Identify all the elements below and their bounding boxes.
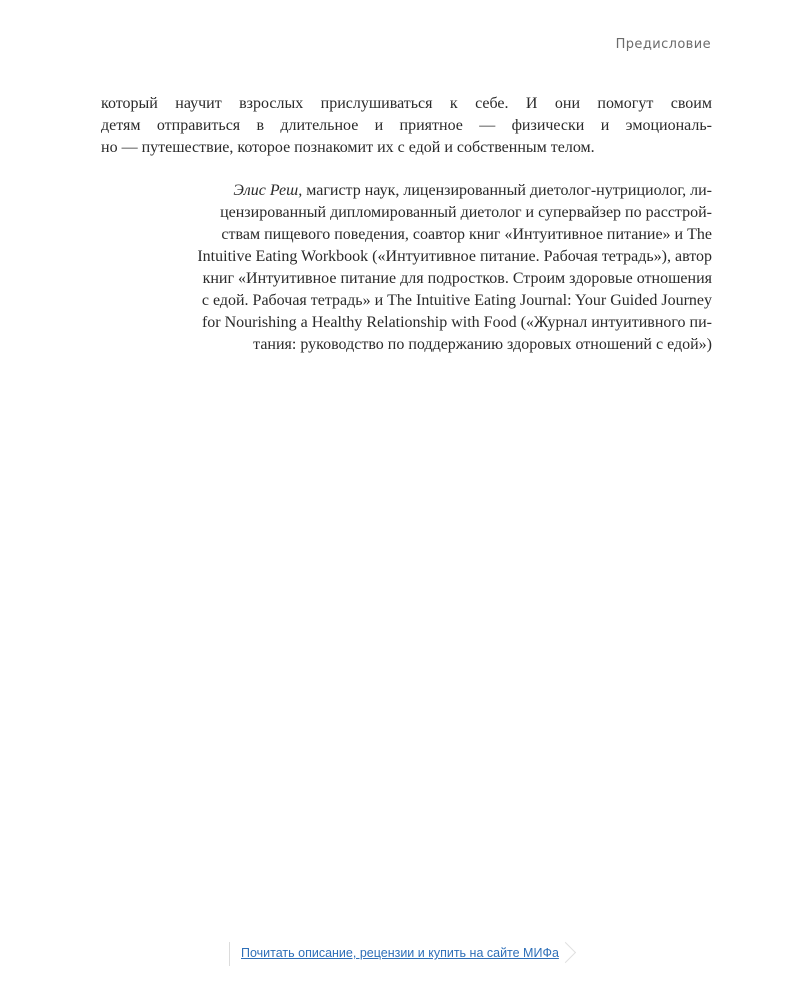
running-header-title: Предисловие	[615, 37, 711, 52]
signature-line: книг «Интуитивное питание для подростков. Строим здоровые отношения	[202, 270, 712, 287]
signature-line: for Nourishing a Healthy Relationship with Food («Журнал интуитивного пи-	[201, 314, 712, 331]
signature-line: ствам пищевого поведения, соавтор книг «Интуитивное питание» и The	[221, 226, 712, 243]
paragraph-line: детям отправиться в длительное и приятное — физически и эмоциональ-	[101, 117, 712, 134]
paragraph-line: но — путешествие, которое познакомит их с едой и собственным телом.	[101, 139, 595, 156]
signature-line: магистр наук, лицензированный диетолог-нутрициолог, ли-	[302, 182, 712, 199]
paragraph-line: который научит взрослых прислушиваться к себе. И они помогут своим	[101, 95, 712, 112]
buy-on-mif-link[interactable]: Почитать описание, рецензии и купить на сайте МИФа	[241, 946, 559, 960]
signature-line: цензированный дипломированный диетолог и супервайзер по расстрой-	[220, 204, 712, 221]
footer-link-container	[229, 942, 563, 966]
author-signature	[101, 180, 712, 356]
body-paragraph	[101, 93, 712, 159]
signature-line: с едой. Рабочая тетрадь» и The Intuitive Eating Journal: Your Guided Journey	[201, 292, 712, 309]
signature-line: тания: руководство по поддержанию здоровых отношений с едой»)	[253, 336, 712, 353]
author-name: Элис Реш,	[233, 182, 303, 199]
signature-line: Intuitive Eating Workbook («Интуитивное питание. Рабочая тетрадь»), автор	[197, 248, 712, 265]
signature-line-first	[101, 180, 712, 202]
